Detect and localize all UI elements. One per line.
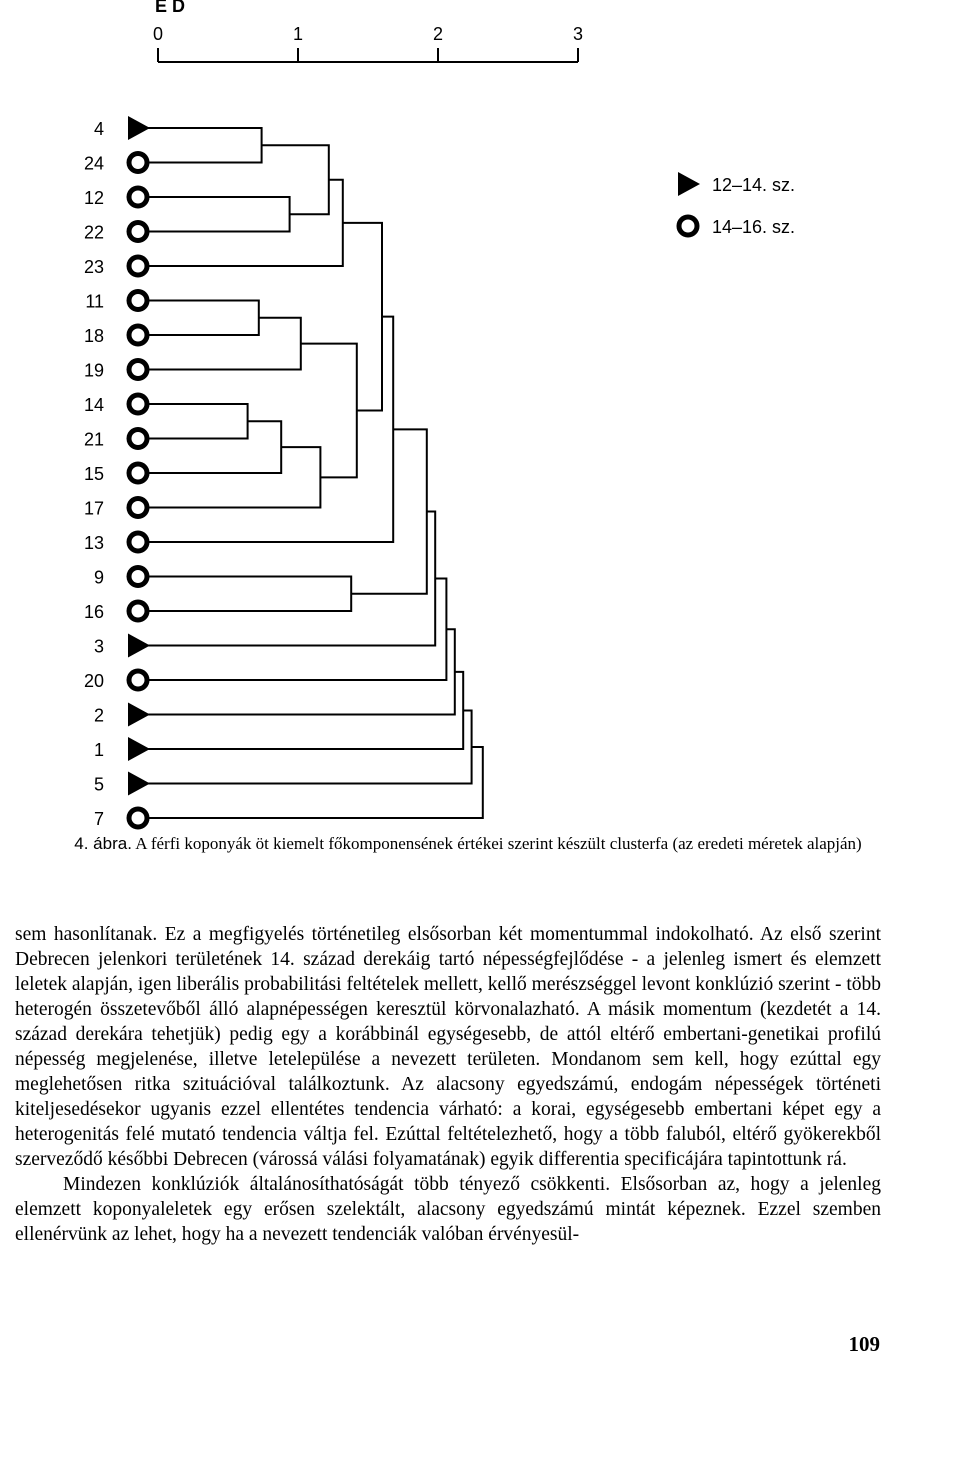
legend-label: 14–16. sz. [712,217,796,237]
leaf-label: 1 [93,740,104,760]
figure-caption-text: A férfi koponyák öt kiemelt főkomponensének értékei szerint készült clusterfa (az eredeti méretek alapján) [135,834,862,853]
leaf-circle-marker [129,361,147,379]
leaf-circle-marker [129,568,147,586]
scale-tick-label: 1 [292,24,304,44]
leaf-triangle-marker [128,772,150,796]
leaf-label: 22 [83,222,104,243]
leaf-label: 16 [83,602,104,622]
dendrogram-branches [147,128,483,818]
leaf-label: 9 [93,567,104,588]
dendrogram-link [351,429,427,593]
dendrogram-link [343,223,382,411]
dendrogram-link [147,197,290,232]
body-text [15,922,881,1247]
leaf-circle-marker [129,809,147,827]
dendrogram-link [147,180,343,266]
dendrogram-link [147,447,320,507]
leaf-circle-marker [129,326,147,344]
leaf-label: 2 [93,705,104,726]
leaf-circle-marker [129,430,147,448]
dendrogram-link [147,512,435,646]
scale-title: E D [155,0,186,16]
dendrogram-link [147,301,259,336]
leaf-circle-marker [129,257,147,275]
leaf-label: 3 [93,636,104,657]
paragraph-1: sem hasonlítanak. Ez a megfigyelés történetileg elsősorban két momentummal indokolható. Az első szerint Debrecen jelenkori területének 14. század derekáig tartó népességfejlődése - a jelenleg ismert és elemzett leletek alapján, igen liberális probabilitási feltételek mellett, kellő merészséggel levont konklúzió szerint - több heterogén összetevőből álló alapnépességen keresztül körvonalazható. A másik momentum (kezdetét a 14. század derekára tehetjük) pedig egy a korábbinál egységesebb, de attól eltérő embertani-genetikai profilú népesség megjelenése, illetve letelepülése a nevezett területen. Mondanom sem kell, hogy ezúttal egy meglehetősen ritka szituációval találkoztunk. Az alacsony egyedszámú, endogám népességek történeti kiteljesedésekor ugyanis ezzel ellentétes tendencia várható: a korai, egységesebb embertani képet egy a heterogenitás felé mutató tendencia váltja fel. Ezúttal feltételezhető, hogy a több faluból, eltérő gyökerekből szerveződő későbbi Debrecen (várossá válási folyamatának) egyik differentia specificájára tapintottunk rá. [15,924,881,1170]
leaf-circle-marker [129,671,147,689]
paragraph-2: Mindezen konklúziók általánosíthatóságát több tényező csökkenti. Elsősorban az, hogy a jelenleg elemzett koponyaleletek egy erősen szelektált, alacsony egyedszámú mintát képeznek. Ezzel szemben ellenérvünk az lehet, hogy ha a nevezett tendenciák valóban érvényesül- [15,1174,881,1245]
leaf-label: 24 [83,153,104,174]
leaf-label: 11 [85,291,104,312]
legend-circle-marker [679,217,697,235]
leaf-circle-marker [129,395,147,413]
leaf-label: 14 [83,395,104,415]
scale-tick-label: 0 [152,24,164,44]
page-number: 109 [848,1332,880,1356]
dendrogram-link [147,747,483,818]
scale-tick-label: 3 [572,24,584,44]
legend-triangle-marker [678,172,700,196]
dendrogram-link [301,344,357,478]
leaf-circle-marker [129,464,147,482]
leaf-circle-marker [129,154,147,172]
scale-tick-label: 2 [432,24,444,44]
leaf-circle-marker [129,533,147,551]
leaf-circle-marker [129,188,147,206]
leaf-label: 21 [83,429,104,450]
dendrogram-link [147,421,281,473]
legend-label: 12–14. sz. [712,175,796,195]
leaf-triangle-marker [128,737,150,761]
dendrogram-link [147,128,262,163]
dendrogram-link [262,145,329,214]
figure-number: 4. ábra. [74,834,132,853]
leaf-label: 13 [83,533,104,553]
leaf-markers [128,116,150,827]
leaf-label: 20 [83,671,104,691]
leaf-label: 17 [83,498,104,519]
leaf-triangle-marker [128,703,150,727]
figure-caption [28,832,908,855]
leaf-label: 7 [93,809,104,829]
dendrogram-link [147,577,351,612]
leaf-labels [84,119,104,829]
dendrogram-link [147,710,472,783]
leaf-label: 19 [83,360,104,381]
dendrogram-link [147,404,248,439]
leaf-label: 12 [83,188,104,208]
marker-legend [678,172,795,237]
leaf-label: 15 [83,464,104,484]
distance-scale [153,0,583,62]
leaf-circle-marker [129,292,147,310]
leaf-label: 18 [83,326,104,346]
leaf-circle-marker [129,223,147,241]
dendrogram-link [147,318,301,370]
leaf-triangle-marker [128,116,150,140]
leaf-circle-marker [129,499,147,517]
leaf-label: 4 [93,119,104,139]
leaf-triangle-marker [128,634,150,658]
leaf-circle-marker [129,602,147,620]
leaf-label: 5 [93,774,104,795]
dendrogram-link [147,672,463,749]
dendrogram-link [147,629,455,714]
leaf-label: 23 [83,257,104,277]
